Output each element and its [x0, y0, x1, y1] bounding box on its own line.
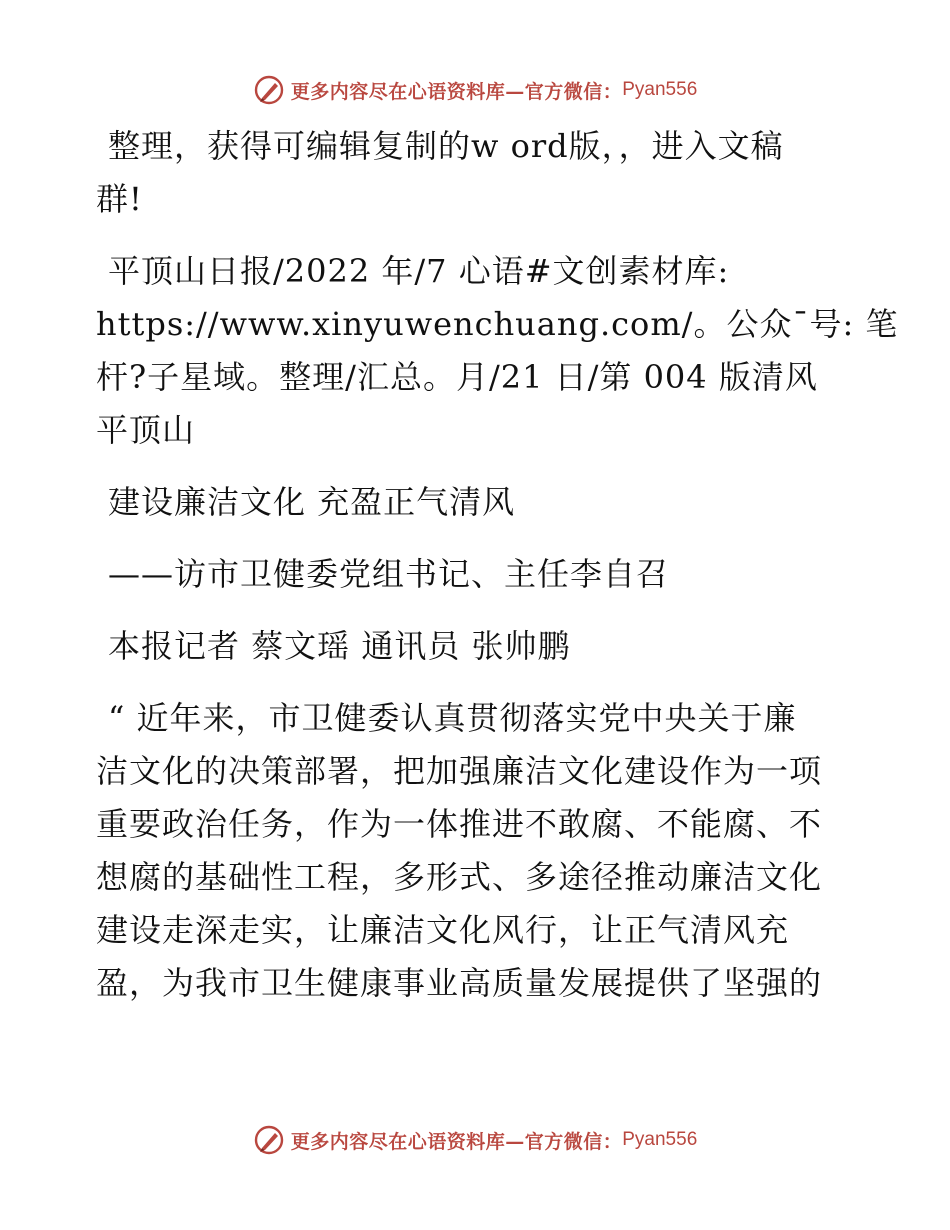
document-body — [96, 120, 899, 1010]
text-line: 群! — [96, 180, 143, 218]
article-title — [96, 476, 856, 529]
watermark-text: 更多内容尽在心语资料库—官方微信： — [290, 80, 623, 103]
text-line: 平顶山 — [96, 411, 196, 449]
paragraph-intro — [96, 120, 856, 226]
text-line: “ 近年来，市卫健委认真贯彻落实党中央关于廉 — [108, 699, 797, 737]
text-line: 建设廉洁文化 充盈正气清风 — [108, 483, 516, 521]
article-byline — [96, 620, 856, 673]
watermark-text: 更多内容尽在心语资料库—官方微信： — [290, 1130, 623, 1153]
watermark-contact: Pyan556 — [622, 79, 698, 100]
text-line: 杆?子星域。整理/汇总。月/21 日/第 004 版清风 — [96, 358, 818, 396]
watermark-contact: Pyan556 — [622, 1129, 698, 1150]
paragraph-body — [96, 692, 856, 1010]
text-line: 本报记者 蔡文瑶 通讯员 张帅鹏 — [108, 627, 571, 665]
pen-logo-icon — [253, 1124, 285, 1156]
text-line: 盈，为我市卫生健康事业高质量发展提供了坚强的 — [96, 964, 823, 1002]
text-line: https://www.xinyuwenchuang.com/。公众¯号: 笔 — [96, 305, 899, 343]
text-line: 洁文化的决策部署，把加强廉洁文化建设作为一项 — [96, 752, 823, 790]
paragraph-source — [96, 245, 899, 457]
text-line: 想腐的基础性工程，多形式、多途径推动廉洁文化 — [96, 858, 823, 896]
text-line: 平顶山日报/2022 年/7 心语#文创素材库: — [108, 252, 730, 290]
text-line: 整理，获得可编辑复制的w ord版，，进入文稿 — [108, 127, 784, 165]
text-line: 建设走深走实，让廉洁文化风行，让正气清风充 — [96, 911, 790, 949]
footer-watermark — [0, 1120, 950, 1160]
text-line: 重要政治任务，作为一体推进不敢腐、不能腐、不 — [96, 805, 823, 843]
header-watermark — [0, 70, 950, 110]
pen-logo-icon — [253, 74, 285, 106]
article-subtitle — [96, 548, 856, 601]
text-line: ——访市卫健委党组书记、主任李自召 — [108, 555, 670, 593]
